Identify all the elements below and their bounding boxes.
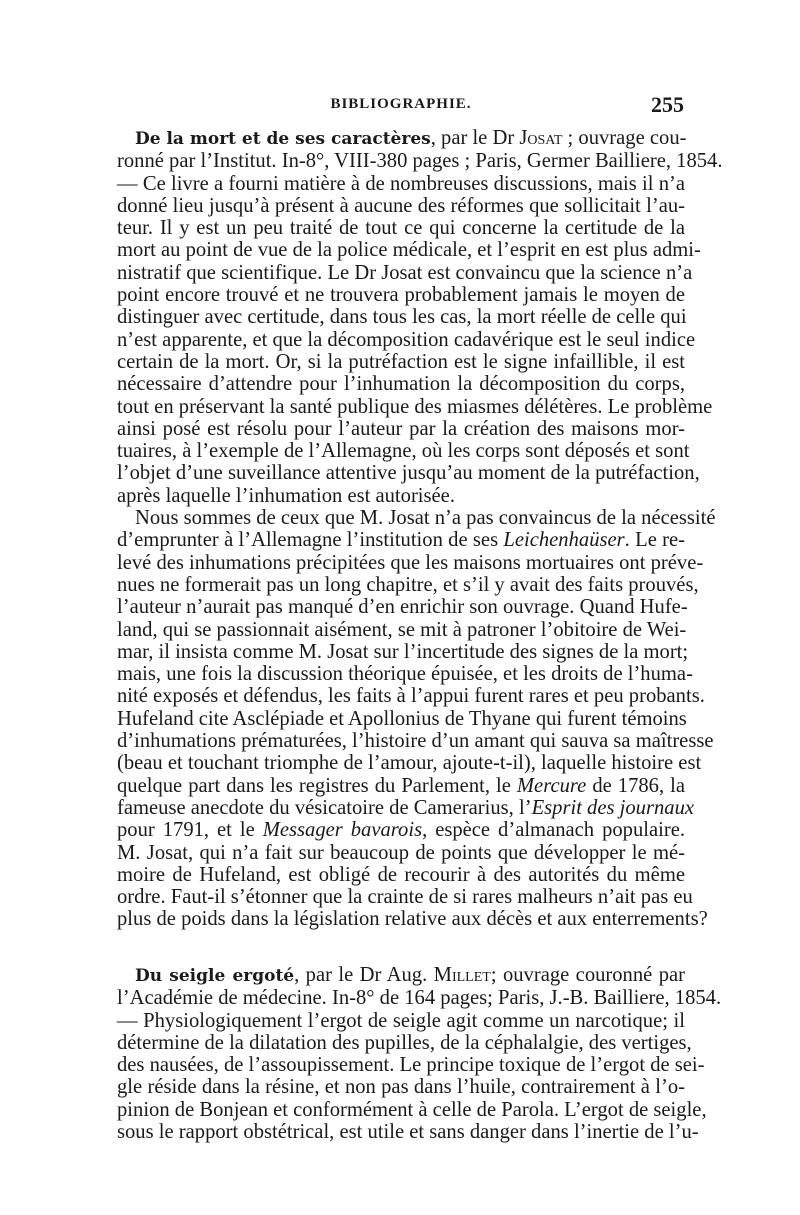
- text-line: nécessaire d’attendre pour l’inhumation la décomposition du corps,: [117, 373, 685, 396]
- text-line: mais, une fois la discussion théorique épuisée, et les droits de l’huma-: [117, 663, 693, 686]
- author-name: Millet: [433, 964, 491, 986]
- italic-title: Mercure: [516, 774, 587, 797]
- text-line: quelque part dans les registres du Parlement, le Mercure de 1786, la: [117, 774, 685, 797]
- text-line: l’auteur n’aurait pas manqué d’en enrichir son ouvrage. Quand Hufe-: [117, 596, 688, 619]
- text-line: sous le rapport obstétrical, est utile et sans danger dans l’inertie de l’u-: [117, 1121, 699, 1144]
- text-line: des nausées, de l’assoupissement. Le principe toxique de l’ergot de sei-: [117, 1054, 705, 1077]
- text-line: pour 1791, et le Messager bavarois, espèce d’almanach populaire.: [117, 819, 685, 842]
- text-line: plus de poids dans la législation relative aux décès et aux enterrements?: [117, 908, 708, 931]
- text-line: mar, il insista comme M. Josat sur l’incertitude des signes de la mort;: [117, 640, 689, 663]
- entry-title: Du seigle ergoté: [135, 966, 295, 986]
- text-line: tuaires, à l’exemple de l’Allemagne, où les corps sont déposés et sont: [117, 440, 690, 463]
- text-line: point encore trouvé et ne trouvera probablement jamais le moyen de: [117, 284, 685, 307]
- text-line: fameuse anecdote du vésicatoire de Camerarius, l’Esprit des journaux: [117, 796, 695, 819]
- text-line: nistratif que scientifique. Le Dr Josat est convaincu que la science n’a: [117, 261, 693, 284]
- text-line: gle réside dans la résine, et non pas dans l’huile, contrairement à l’o-: [117, 1076, 685, 1099]
- running-title: BIBLIOGRAPHIE.: [330, 96, 472, 112]
- italic-title: Messager bavarois: [262, 819, 423, 842]
- text-line: land, qui se passionnait aisément, se mit à patroner l’obitoire de Wei-: [117, 618, 687, 641]
- text-line: distinguer avec certitude, dans tous les cas, la mort réelle de celle qui: [117, 306, 687, 329]
- entry-first-line: [117, 964, 685, 987]
- text-line: détermine de la dilatation des pupilles, de la céphalalgie, des vertiges,: [117, 1031, 692, 1054]
- page-number: 255: [651, 92, 684, 117]
- text-line: moire de Hufeland, est obligé de recourir à des autorités du même: [117, 863, 685, 886]
- text-line: ronné par l’Institut. In-8°, VIII-380 pages ; Paris, Germer Bailliere, 1854.: [117, 150, 723, 173]
- text-line: ordre. Faut-il s’étonner que la crainte de si rares malheurs n’ait pas eu: [117, 886, 693, 909]
- entry-meta: , par le Dr: [430, 127, 515, 149]
- entry-meta-tail: ; ouvrage cou-: [567, 127, 687, 149]
- text-line: donné lieu jusqu’à présent à aucune des réformes que sollicitait l’au-: [117, 194, 685, 217]
- text-line: nues ne formerait pas un long chapitre, et s’il y avait des faits prouvés,: [117, 573, 699, 596]
- text-line: l’objet d’une suveillance attentive jusqu’au moment de la putréfaction,: [117, 462, 700, 485]
- text-line: n’est apparente, et que la décomposition cadavérique est le seul indice: [117, 328, 696, 351]
- entry-title: De la mort et de ses caractères: [135, 129, 431, 149]
- text-line: ainsi posé est résolu pour l’auteur par la création des maisons mor-: [117, 417, 685, 440]
- page-header: [118, 92, 684, 126]
- text-line: (beau et touchant triomphe de l’amour, ajoute-t-il), laquelle histoire est: [117, 752, 702, 775]
- text-line: pinion de Bonjean et conformément à celle de Parola. L’ergot de seigle,: [117, 1098, 707, 1121]
- text-line: d’emprunter à l’Allemagne l’institution de ses Leichenhaüser. Le re-: [117, 529, 685, 552]
- text-line: levé des inhumations précipitées que les maisons mortuaires ont préve-: [117, 551, 704, 574]
- text-line: — Ce livre a fourni matière à de nombreuses discussions, mais il n’a: [117, 172, 685, 195]
- italic-title: Esprit des journaux: [531, 796, 695, 819]
- text-line: nité exposés et défendus, les faits à l’appui furent rares et peu probants.: [117, 685, 705, 708]
- text-line: Nous sommes de ceux que M. Josat n’a pas convaincus de la nécessité: [135, 507, 716, 530]
- entry-de-la-mort: [117, 127, 723, 931]
- text-line: certain de la mort. Or, si la putréfaction est le signe infaillible, il est: [117, 350, 685, 373]
- entry-meta: , par le Dr Aug.: [294, 964, 428, 986]
- entry-meta-tail: ; ouvrage couronné par: [490, 964, 685, 986]
- italic-term: Leichenhaüser: [503, 529, 625, 552]
- text-line: après laquelle l’inhumation est autorisée.: [117, 484, 455, 507]
- text-line: l’Académie de médecine. In-8° de 164 pages; Paris, J.-B. Bailliere, 1854.: [117, 987, 722, 1010]
- text-line: — Physiologiquement l’ergot de seigle agit comme un narcotique; il: [117, 1009, 685, 1032]
- text-line: mort au point de vue de la police médicale, et l’esprit en est plus admi-: [117, 239, 701, 262]
- entry-du-seigle-ergote: [117, 964, 722, 1144]
- text-line: d’inhumations prématurées, l’histoire d’un amant qui sauva sa maîtresse: [117, 730, 714, 753]
- text-line: Hufeland cite Asclépiade et Apollonius de Thyane qui furent témoins: [117, 707, 687, 730]
- text-line: teur. Il y est un peu traité de tout ce qui concerne la certitude de la: [117, 217, 685, 240]
- author-name: Josat: [519, 127, 563, 149]
- entry-first-line: [117, 127, 685, 150]
- text-line: tout en préservant la santé publique des miasmes délétères. Le problème: [117, 395, 713, 418]
- text-line: M. Josat, qui n’a fait sur beaucoup de points que développer le mé-: [117, 841, 685, 864]
